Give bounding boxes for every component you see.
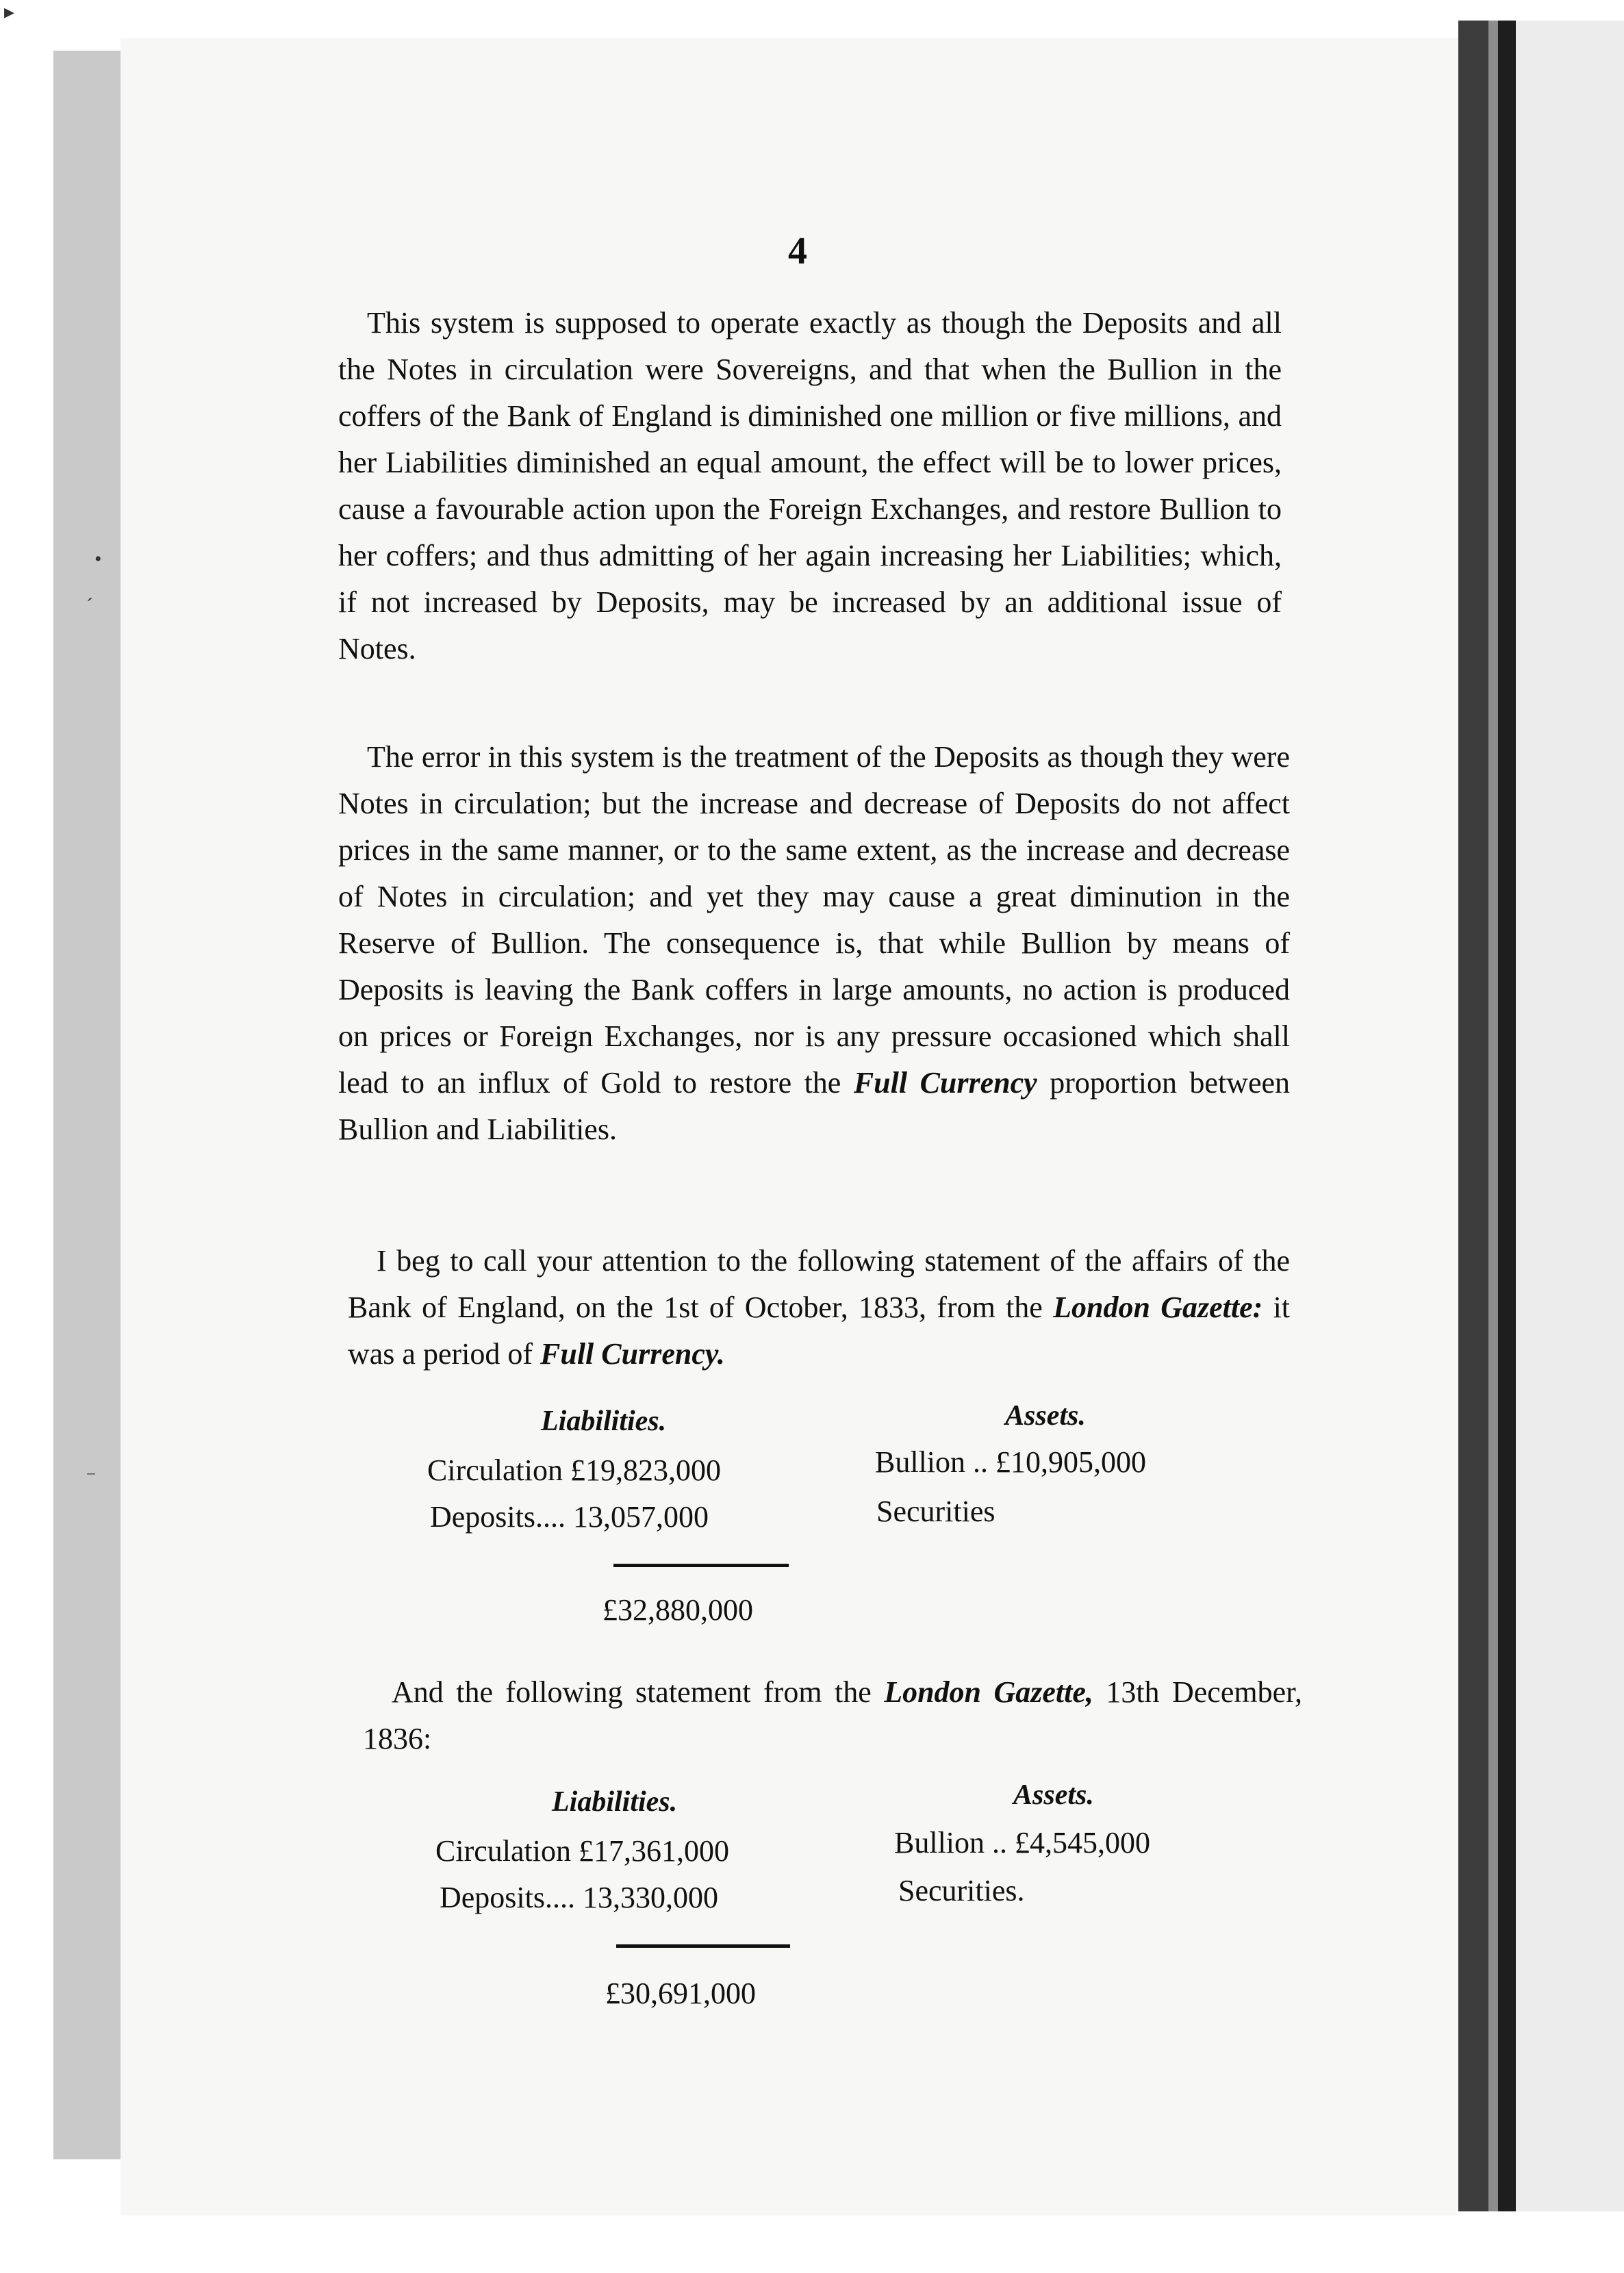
paragraph-3-text-b: it was a period of [348, 1291, 1291, 1371]
paragraph-3 [348, 1238, 1290, 1377]
book-gutter-edge [1498, 21, 1516, 2211]
scan-speck: ‾ [88, 1472, 94, 1495]
left-page-shadow [53, 51, 129, 2159]
book-gutter-highlight [1488, 21, 1498, 2211]
paragraph-2-emphasis: Full Currency [853, 1066, 1037, 1100]
paragraph-1-text: This system is supposed to operate exactly as though the Deposits and all the Notes in circulation were Sovereigns, and that when the Bullion in the coffers of the Bank of England is diminished one million or five millions, and her Liabilities diminished an equal amount, the effect will be to lower prices, cause a favourable action upon the Foreign Exchanges, and restore Bullion to her coffers; and thus admitting of her again increasing her Liabilities; which, if not increased by Deposits, may be increased by an additional issue of Notes. [338, 306, 1282, 665]
paragraph-4-text-a: And the following statement from the [392, 1675, 872, 1709]
assets-heading-1833: Assets. [1005, 1400, 1086, 1432]
sum-rule-1836 [616, 1944, 790, 1948]
paragraph-4-text-b: 13th December, 1836: [363, 1675, 1303, 1755]
page-number: 4 [788, 230, 807, 272]
scan-speck: • [94, 548, 102, 570]
assets-heading-1836: Assets. [1013, 1779, 1094, 1811]
sum-rule-1833 [613, 1564, 789, 1567]
bullion-1833: Bullion .. £10,905,000 [875, 1445, 1147, 1479]
total-1833: £32,880,000 [602, 1593, 753, 1627]
liabilities-heading-1833: Liabilities. [541, 1406, 667, 1437]
paragraph-4 [363, 1669, 1302, 1762]
securities-1833: Securities [876, 1495, 995, 1528]
paragraph-2-text-b: proportion between Bullion and Liabilities. [338, 1066, 1291, 1146]
paragraph-3-text-a: I beg to call your attention to the following statement of the affairs of the Bank of England, on the 1st of October, 1833, from the [348, 1244, 1290, 1324]
securities-1836: Securities. [898, 1874, 1025, 1907]
paragraph-2-text-a: The error in this system is the treatment of the Deposits as though they were Notes in circulation; but the increase and decrease of Deposits do not affect prices in the same manner, or to the same extent, as the increase and decrease of Notes in circulation; and yet they may cause a great diminution in the Reserve of Bullion. The consequence is, that while Bullion by means of Deposits is leaving the Bank coffers in large amounts, no action is produced on prices or Foreign Exchanges, nor is any pressure occasioned which shall lead to an influx of Gold to restore the [338, 740, 1290, 1100]
bullion-1836: Bullion .. £4,545,000 [894, 1826, 1151, 1859]
paragraph-1 [338, 300, 1282, 672]
deposits-1833: Deposits.... 13,057,000 [430, 1500, 709, 1534]
paragraph-3-emphasis-1: London Gazette: [1053, 1291, 1263, 1324]
deposits-1836: Deposits.... 13,330,000 [440, 1881, 718, 1914]
paragraph-3-emphasis-2: Full Currency. [540, 1337, 725, 1371]
liabilities-heading-1836: Liabilities. [552, 1786, 678, 1818]
paragraph-2 [338, 734, 1290, 1153]
circulation-1833: Circulation £19,823,000 [427, 1453, 721, 1487]
circulation-1836: Circulation £17,361,000 [435, 1834, 729, 1868]
scan-speck: ▸ [4, 1, 15, 23]
facing-page-edge [1516, 21, 1624, 2211]
paragraph-4-emphasis: London Gazette, [884, 1675, 1093, 1709]
book-gutter [1458, 21, 1488, 2211]
total-1836: £30,691,000 [605, 1977, 756, 2010]
scan-speck: ˊ [86, 594, 93, 617]
